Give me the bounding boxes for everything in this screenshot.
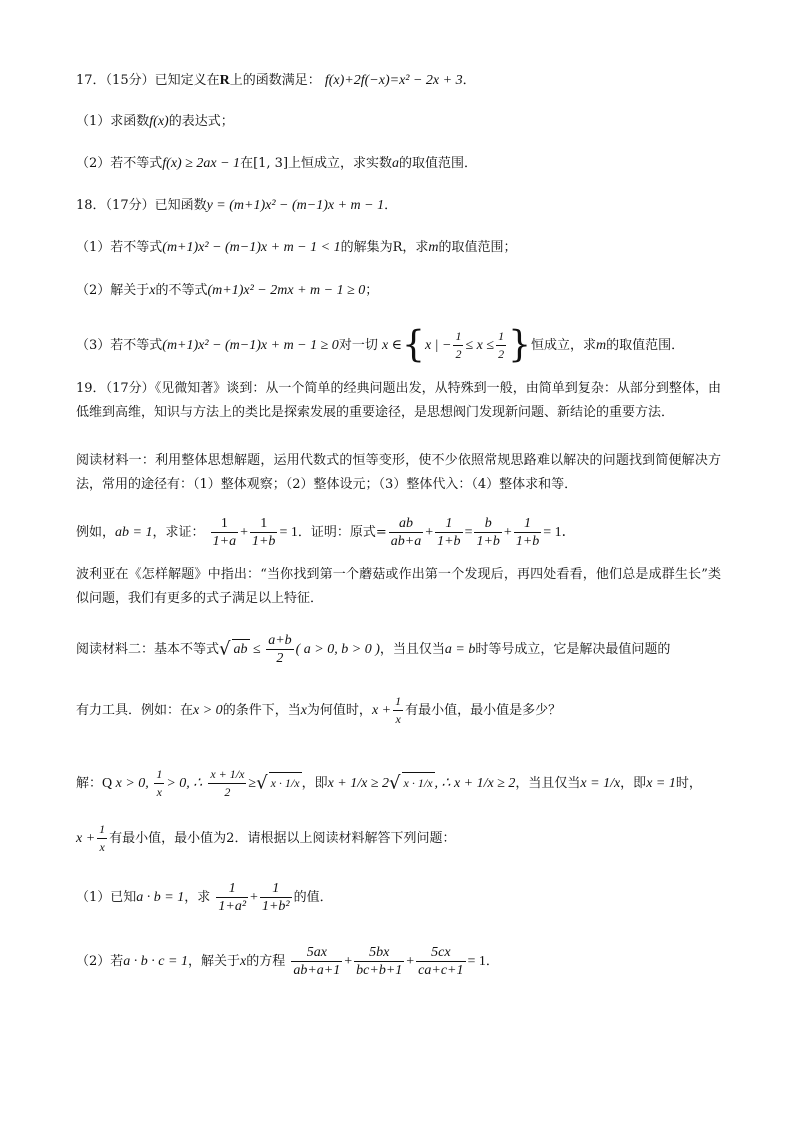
q18-part2 xyxy=(76,281,378,301)
denominator: ab+a+1 xyxy=(293,963,341,978)
q18-p1-m: m xyxy=(428,240,439,255)
denominator: ab+a xyxy=(390,534,422,549)
denominator: bc+b+1 xyxy=(356,963,403,978)
q18-p1-mid: 的解集为R，求 xyxy=(340,240,429,255)
because-symbol: Q xyxy=(102,776,113,791)
q19-intro: 19．（17分）《见微知著》谈到：从一个简单的经典问题出发，从特殊到一般，由简单到复杂：从部分到整体，由低维到高维，知识与方法上的类比是探索发展的重要途径，是思想阀门发现新问题、新结论的重要方法． xyxy=(76,381,721,420)
numerator: ab xyxy=(389,515,423,533)
q18-p2-inequality: (m+1)x² − 2mx + m − 1 ≥ 0 xyxy=(207,283,366,298)
fraction-numerator: 1 xyxy=(453,328,463,346)
plus-sign: + xyxy=(344,954,353,969)
solution-time: 时， xyxy=(675,776,702,791)
q19-p2-suffix: ． xyxy=(485,954,499,969)
left-brace: { xyxy=(402,324,425,366)
x-eq-1-over-x: x = 1/x xyxy=(580,776,621,791)
numerator: 1 xyxy=(435,515,462,533)
q18-stem xyxy=(76,196,397,216)
q17-p1-fx: f(x) xyxy=(149,114,169,129)
x-plus: x + xyxy=(371,703,392,718)
q17-part2 xyxy=(76,154,477,174)
plus-sign: + xyxy=(250,890,258,905)
material2-suffix: 时等号成立，它是解决最值问题的 xyxy=(475,642,671,657)
gt-0-therefore: > 0, ∴ xyxy=(166,776,203,791)
fraction-numerator: 1 xyxy=(496,328,506,346)
q19-tool xyxy=(76,693,561,728)
frac-5cx xyxy=(416,944,465,979)
example-label: 例如， xyxy=(76,525,116,540)
denominator: x xyxy=(395,712,401,726)
q19-p2-mid2: 的方程 xyxy=(246,954,286,969)
q17-p2-mid: 在[1, 3]上恒成立，求实数 xyxy=(240,156,393,171)
sqrt-ab: ab xyxy=(232,639,250,660)
tool-suffix: 有最小值，最小值是多少？ xyxy=(405,703,562,718)
q17-equation: f(x)+2f(−x)=x² − 2x + 3 xyxy=(324,73,463,88)
frac-5ax xyxy=(291,944,342,979)
numerator: 5cx xyxy=(416,944,465,962)
q19-p1-mid: ，求 xyxy=(184,890,211,905)
numerator: x + 1/x xyxy=(208,766,246,784)
denominator: 1+a² xyxy=(218,899,247,914)
q18-stem-end: ． xyxy=(384,198,398,213)
ineq-x-plus-1-over-x: x + 1/x ≥ 2 xyxy=(327,776,390,791)
numerator: b xyxy=(474,515,501,533)
q18-p3-end: 的取值范围． xyxy=(606,338,685,353)
q18-p2-suffix: ； xyxy=(365,283,379,298)
therefore-ineq: , ∴ x + 1/x ≥ 2 xyxy=(434,776,516,791)
q19-example xyxy=(76,515,576,550)
numerator: 1 xyxy=(154,766,164,784)
q18-p1-inequality: (m+1)x² − (m−1)x + m − 1 < 1 xyxy=(162,240,341,255)
q19-p2-x: x xyxy=(239,954,247,969)
leq-sign: ≤ xyxy=(249,642,265,657)
frac-1-over-1plus-b xyxy=(514,515,541,550)
q18-p3-set-inner: x | − xyxy=(424,338,452,353)
q19-material2 xyxy=(76,632,670,667)
q17-p2-a: a xyxy=(392,156,400,171)
plus-sign: + xyxy=(406,954,415,969)
equals-one: = 1 xyxy=(467,954,486,969)
frac-1-over-1plus-b xyxy=(250,515,277,550)
frac-ab-over-ab-plus-a xyxy=(389,515,423,550)
denominator: x xyxy=(99,840,105,854)
fraction-denominator: 2 xyxy=(455,347,462,361)
q18-p3-set-prefix: x ∈ xyxy=(381,338,403,353)
q17-p2-text: （2）若不等式 xyxy=(76,156,163,171)
plus-sign: + xyxy=(503,525,512,540)
q18-part3 xyxy=(76,324,685,366)
frac-1-over-1plus-b xyxy=(435,515,462,550)
q17-label: 17．（15分）已知定义在 xyxy=(76,73,220,88)
fraction-denominator: 2 xyxy=(498,347,505,361)
equals-one: = 1． xyxy=(543,525,576,540)
denominator: 1+b² xyxy=(261,899,290,914)
tool-x: x xyxy=(300,703,307,718)
tool-condition: x > 0 xyxy=(193,703,223,718)
tool-mid: 的条件下，当 xyxy=(222,703,301,718)
frac-5bx xyxy=(354,944,404,979)
q19-polya: 波利亚在《怎样解题》中指出：“当你找到第一个蘑菇或作出第一个发现后，再四处看看，他们总是成群生长”类似问题，我们有更多的式子满足以上特征． xyxy=(76,567,721,606)
denominator: x xyxy=(156,785,162,799)
frac-b-over-1plus-b xyxy=(474,515,501,550)
solution-end-text: 有最小值，最小值为2．请根据以上阅读材料解答下列问题： xyxy=(109,831,456,846)
solution-label: 解： xyxy=(76,776,103,791)
q19-solution xyxy=(76,766,702,801)
numerator: 1 xyxy=(393,693,403,711)
plus-sign: + xyxy=(425,525,434,540)
q18-p3-text: （3）若不等式 xyxy=(76,338,163,353)
comma: ，即 xyxy=(301,776,328,791)
q17-p2-suffix: 的取值范围． xyxy=(399,156,478,171)
material2-mid: ，当且仅当 xyxy=(379,642,445,657)
x-gt-0: x > 0, xyxy=(112,776,153,791)
q19-material1: 阅读材料一：利用整体思想解题，运用代数式的恒等变形，使不少依照常规思路难以解决的问题找到简便解决方法，常用的途径有：（1）整体观察；（2）整体设元；（3）整体代入：（4）整体求和等． xyxy=(76,453,721,492)
numerator: 5bx xyxy=(354,944,404,962)
sqrt-icon: √ xyxy=(389,772,401,794)
denominator: 2 xyxy=(224,785,231,799)
material2-condition: ( a > 0, b > 0 ) xyxy=(295,642,380,657)
q19-p1-suffix: 的值． xyxy=(293,890,333,905)
sqrt-x-times-1-over-x: x · 1/x xyxy=(402,772,435,793)
material2-label: 阅读材料二：基本不等式 xyxy=(76,642,220,657)
frac-x-plus-1-over-x-over-2 xyxy=(208,766,246,801)
x-plus: x + xyxy=(76,831,96,846)
q18-p3-m: m xyxy=(595,338,607,353)
q19-part1 xyxy=(76,880,333,915)
denominator: 1+b xyxy=(476,534,500,549)
frac-1-over-1plus-b-sq xyxy=(260,880,292,915)
equals-one: = 1 xyxy=(279,525,298,540)
plus-sign: + xyxy=(240,525,248,540)
numerator: 1 xyxy=(211,515,238,533)
numerator: 1 xyxy=(514,515,541,533)
right-brace: } xyxy=(508,324,531,366)
tool-text: 有力工具．例如：在 xyxy=(76,703,194,718)
q19-p1-text: （1）已知 xyxy=(76,890,137,905)
numerator: 1 xyxy=(260,880,292,898)
q19-p2-condition: a · b · c = 1 xyxy=(123,954,188,969)
q17-p1-suffix: 的表达式； xyxy=(168,114,234,129)
q17-p2-inequality: f(x) ≥ 2ax − 1 xyxy=(162,156,241,171)
q18-p3-mid: 对一切 xyxy=(338,338,378,353)
q19-p1-condition: a · b = 1 xyxy=(136,890,185,905)
solution-ie: ，即 xyxy=(620,776,647,791)
fraction-one-half xyxy=(453,328,463,363)
denominator: 1+b xyxy=(437,534,461,549)
q17-stem-end: ． xyxy=(462,73,476,88)
denominator: 1+a xyxy=(212,534,237,549)
q18-p2-mid: 的不等式 xyxy=(155,283,208,298)
q17-p1-text: （1）求函数 xyxy=(76,114,150,129)
q19-part2 xyxy=(76,944,499,979)
fraction-one-half xyxy=(496,328,506,363)
q18-p3-inequality: (m+1)x² − (m−1)x + m − 1 ≥ 0 xyxy=(162,338,339,353)
geq-sign: ≥ xyxy=(248,776,257,791)
example-mid: ，求证： xyxy=(152,525,205,540)
sqrt-x-times-1-over-x: x · 1/x xyxy=(269,772,302,793)
numerator: a+b xyxy=(268,633,292,648)
q18-p1-suffix: 的取值范围； xyxy=(438,240,517,255)
material2-equality: a = b xyxy=(444,642,476,657)
sqrt-icon: √ xyxy=(256,772,268,794)
sqrt-icon: √ xyxy=(219,638,231,660)
numerator: 1 xyxy=(216,880,248,898)
denominator: ca+c+1 xyxy=(418,963,464,978)
solution-x-eq-1: x = 1 xyxy=(646,776,676,791)
q18-label: 18．（17分）已知函数 xyxy=(76,198,207,213)
frac-1-over-1plus-a xyxy=(211,515,238,550)
q19-p2-text: （2）若 xyxy=(76,954,124,969)
q18-p3-suffix: 恒成立，求 xyxy=(530,338,596,353)
q17-stem xyxy=(76,71,476,91)
numerator: 1 xyxy=(250,515,277,533)
proof-label: ．证明：原式= xyxy=(297,525,387,540)
q18-function: y = (m+1)x² − (m−1)x + m − 1 xyxy=(206,198,385,213)
q19-p2-mid: ，解关于 xyxy=(187,954,240,969)
real-set-symbol: R xyxy=(219,73,230,88)
denominator: 1+b xyxy=(251,534,276,549)
q17-part1 xyxy=(76,112,234,132)
denominator: 2 xyxy=(276,651,284,666)
frac-1-over-1plus-a-sq xyxy=(216,880,248,915)
q18-p2-text: （2）解关于 xyxy=(76,283,150,298)
q19-solution-end xyxy=(76,821,455,856)
q18-part1 xyxy=(76,238,517,258)
frac-1-over-x xyxy=(154,766,164,801)
q18-p2-x: x xyxy=(149,283,156,298)
frac-1-over-x xyxy=(393,693,403,728)
example-condition: ab = 1 xyxy=(115,525,153,540)
tool-mid2: 为何值时， xyxy=(306,703,372,718)
numerator: 1 xyxy=(97,821,107,839)
frac-1-over-x xyxy=(97,821,107,856)
q17-stem-text: 上的函数满足： xyxy=(229,73,321,88)
numerator: 5ax xyxy=(291,944,342,962)
denominator: 1+b xyxy=(515,534,540,549)
equals-sign: = xyxy=(464,525,473,540)
q18-p1-text: （1）若不等式 xyxy=(76,240,163,255)
solution-when: ，当且仅当 xyxy=(515,776,581,791)
frac-a-plus-b-over-2 xyxy=(266,632,293,667)
q18-p3-leq: ≤ x ≤ xyxy=(465,338,495,353)
